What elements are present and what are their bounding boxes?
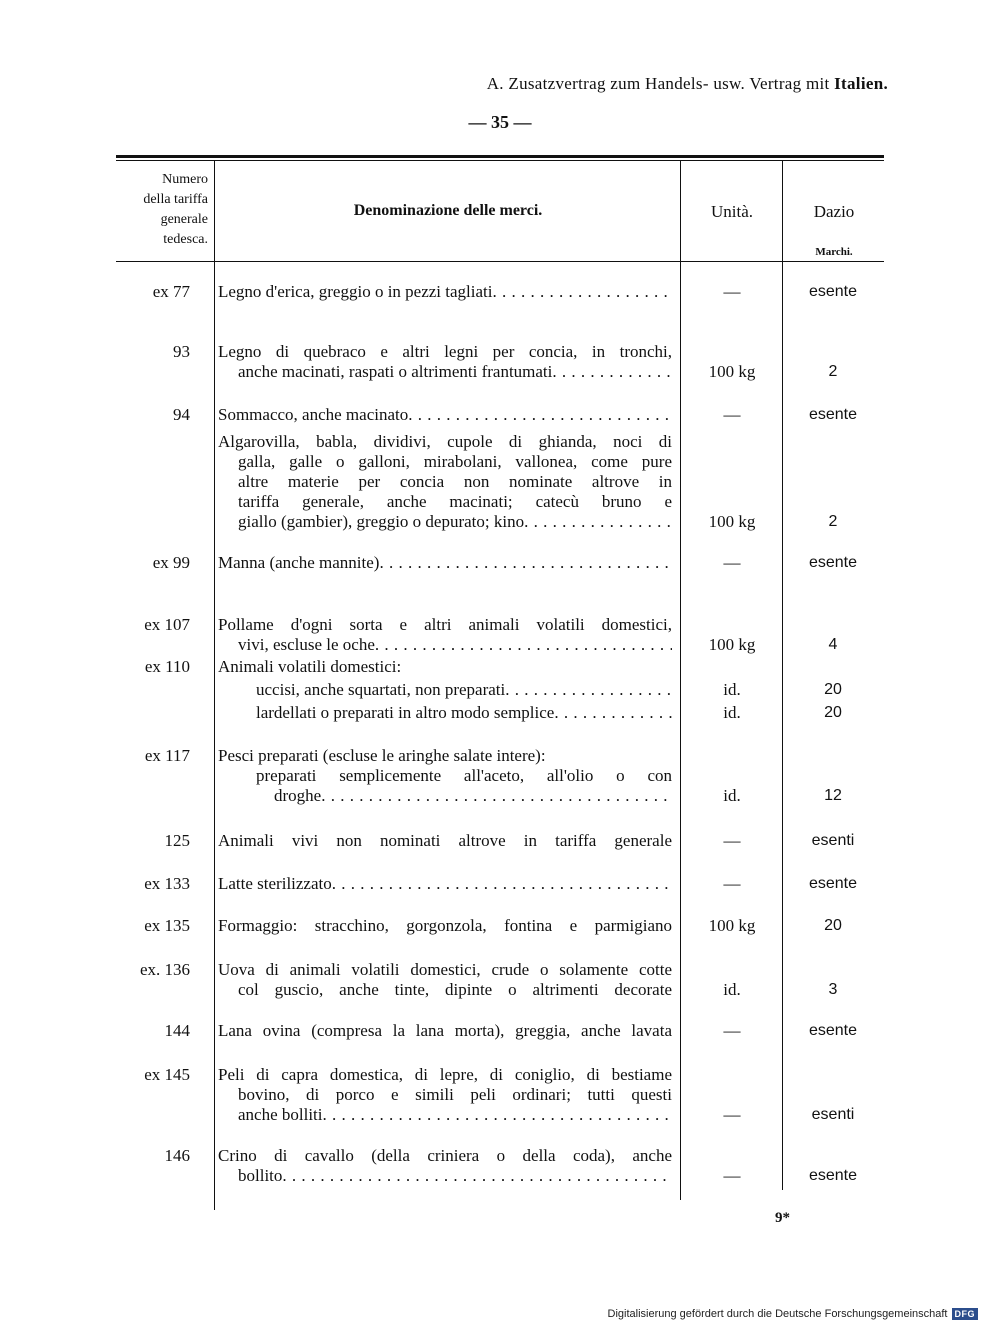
description-text: Pesci preparati (escluse le aringhe salate intere): [218,746,546,765]
description-line [218,1146,672,1166]
goods-description [218,831,672,851]
tariff-number: ex 107 [144,615,190,634]
duty-cell: 12 [824,787,842,804]
description-line [218,786,672,806]
goods-description [218,1146,672,1186]
unit-cell: id. [723,980,741,999]
table-top-rule [116,155,884,158]
description-text: anche macinati, raspati o altrimenti frantumati [238,362,553,381]
description-line [218,492,672,512]
description-text: col guscio, anche tinte, dipinte o altrimenti decorate [238,980,672,999]
column-divider-number [214,160,215,1210]
tariff-number: ex 135 [144,916,190,935]
description-text: Animali vivi non nominati altrove in tariffa generale [218,831,672,850]
running-head [487,74,888,94]
running-head-country: Italien. [834,74,888,93]
leader-dots [282,1166,672,1186]
leader-dots [492,282,672,302]
duty-cell: esenti [811,832,855,849]
description-line [218,512,672,532]
description-line [218,432,672,452]
unit-cell: 100 kg [708,362,756,381]
description-line [218,615,672,635]
description-line [218,874,672,894]
description-line [218,472,672,492]
description-line [218,452,672,472]
description-text: Pollame d'ogni sorta e altri animali volatili domestici, [218,615,672,634]
leader-dots [375,635,672,655]
description-line [218,746,672,766]
tariff-number: ex 77 [152,282,190,301]
leader-dots [321,786,672,806]
goods-description [218,746,672,806]
unit-cell: — [723,1166,741,1185]
description-text: Uova di animali volatili domestici, crude o solamente cotte [218,960,672,979]
tariff-number: ex 145 [144,1065,190,1084]
description-text: altre materie per concia non nominate altrove in [238,472,672,491]
table-header-rule [116,261,884,262]
page-number: — 35 — [468,112,532,132]
duty-cell: esente [808,406,858,423]
goods-description [218,960,672,1000]
table-top-rule-thin [116,160,884,161]
unit-cell: id. [723,703,741,722]
unit-cell: 100 kg [708,512,756,531]
duty-cell: 2 [828,513,838,530]
leader-dots [505,680,672,700]
description-line [218,766,672,786]
goods-description [218,432,672,532]
goods-description [218,874,672,894]
tariff-number: 125 [164,831,190,850]
tariff-number: 94 [173,405,190,424]
duty-cell: 4 [828,636,838,653]
description-text: Legno d'erica, greggio o in pezzi tagliati [218,282,493,301]
description-line [218,1166,672,1186]
running-head-prefix: A. Zusatzvertrag zum Handels- usw. Vertrag mit [486,74,830,93]
description-text: bovino, di porco e simili peli ordinari; tutti questi [238,1085,672,1104]
description-text: vivi, escluse le oche [238,635,375,654]
duty-cell: 2 [828,363,838,380]
column-divider-description [680,160,681,1200]
description-text: giallo (gambier), greggio o depurato; kino [238,512,525,531]
tariff-number: ex 110 [144,657,190,676]
unit-cell: — [723,553,741,572]
leader-dots [554,703,672,723]
duty-cell: esente [808,283,858,300]
signature-mark: 9* [775,1210,790,1226]
tariff-number: 93 [173,342,190,361]
description-text: anche bolliti [238,1105,323,1124]
description-line [218,1021,672,1041]
unit-cell: id. [723,786,741,805]
tariff-number: 144 [164,1021,190,1040]
description-text: Formaggio: stracchino, gorgonzola, fontina e parmigiano [218,916,672,935]
goods-description [218,680,672,700]
description-text: Peli di capra domestica, di lepre, di coniglio, di bestiame [218,1065,672,1084]
goods-description [218,657,672,677]
description-text: tariffa generale, anche macinati; catecù bruno e [238,492,672,511]
description-text: Manna (anche mannite) [218,553,380,572]
column-divider-unit [782,160,783,1190]
description-text: uccisi, anche squartati, non preparati [256,680,506,699]
header-marchi: Marchi. [815,246,853,258]
header-unita: Unità. [710,202,754,221]
duty-cell: esente [808,1167,858,1184]
leader-dots [524,512,672,532]
unit-cell: 100 kg [708,635,756,654]
footer [608,1308,978,1320]
goods-description [218,1065,672,1125]
description-text: Latte sterilizzato [218,874,332,893]
description-text: Lana ovina (compresa la lana morta), greggia, anche lavata [218,1021,672,1040]
tariff-number: 146 [164,1146,190,1165]
duty-cell: esente [808,554,858,571]
description-line [218,1085,672,1105]
description-line [218,553,672,573]
footer-text: Digitalisierung gefördert durch die Deutsche Forschungsgemeinschaft [607,1308,948,1320]
tariff-number: ex 117 [144,746,190,765]
description-text: Crino di cavallo (della criniera o della coda), anche [218,1146,672,1165]
tariff-number: ex. 136 [139,960,190,979]
description-text: galla, galle o galloni, mirabolani, vallonea, come pure [238,452,672,471]
goods-description [218,916,672,936]
header-dazio: Dazio [813,202,855,221]
duty-cell: 3 [828,981,838,998]
duty-cell: 20 [824,917,842,934]
unit-cell: — [723,874,741,893]
description-line [218,960,672,980]
description-text: lardellati o preparati in altro modo semplice [256,703,555,722]
description-line [218,342,672,362]
description-line [218,980,672,1000]
goods-description [218,553,672,573]
description-line [218,1105,672,1125]
description-line [218,1065,672,1085]
duty-cell: esente [808,1022,858,1039]
description-line [218,916,672,936]
duty-cell: esenti [811,1106,855,1123]
description-text: bollito [238,1166,283,1185]
description-line [218,657,672,677]
duty-cell: 20 [824,704,842,721]
description-line [218,831,672,851]
tariff-number: ex 99 [152,553,190,572]
leader-dots [379,553,672,573]
unit-cell: — [723,831,741,850]
goods-description [218,703,672,723]
header-denominazione: Denominazione delle merci. [353,202,543,219]
leader-dots [323,1105,672,1125]
unit-cell: — [723,405,741,424]
description-line [218,405,672,425]
tariff-number: ex 133 [144,874,190,893]
leader-dots [552,362,672,382]
description-text: Sommacco, anche macinato [218,405,409,424]
goods-description [218,342,672,382]
unit-cell: — [723,282,741,301]
goods-description [218,405,672,425]
goods-description [218,282,672,302]
description-text: Legno di quebraco e altri legni per concia, in tronchi, [218,342,672,361]
goods-description [218,1021,672,1041]
dfg-logo: DFG [952,1308,979,1320]
description-text: droghe [274,786,322,805]
unit-cell: — [723,1105,741,1124]
description-text: Animali volatili domestici: [218,657,402,676]
leader-dots [332,874,672,894]
description-line [218,635,672,655]
header-numero: Numero della tariffa generale tedesca. [143,172,208,247]
unit-cell: — [723,1021,741,1040]
unit-cell: 100 kg [708,916,756,935]
goods-description [218,615,672,655]
description-line [218,680,672,700]
description-line [218,282,672,302]
duty-cell: esente [808,875,858,892]
description-text: preparati semplicemente all'aceto, all'olio o con [256,766,672,785]
duty-cell: 20 [824,681,842,698]
unit-cell: id. [723,680,741,699]
description-line [218,362,672,382]
leader-dots [408,405,672,425]
description-text: Algarovilla, babla, dividivi, cupole di ghianda, noci di [218,432,672,451]
description-line [218,703,672,723]
